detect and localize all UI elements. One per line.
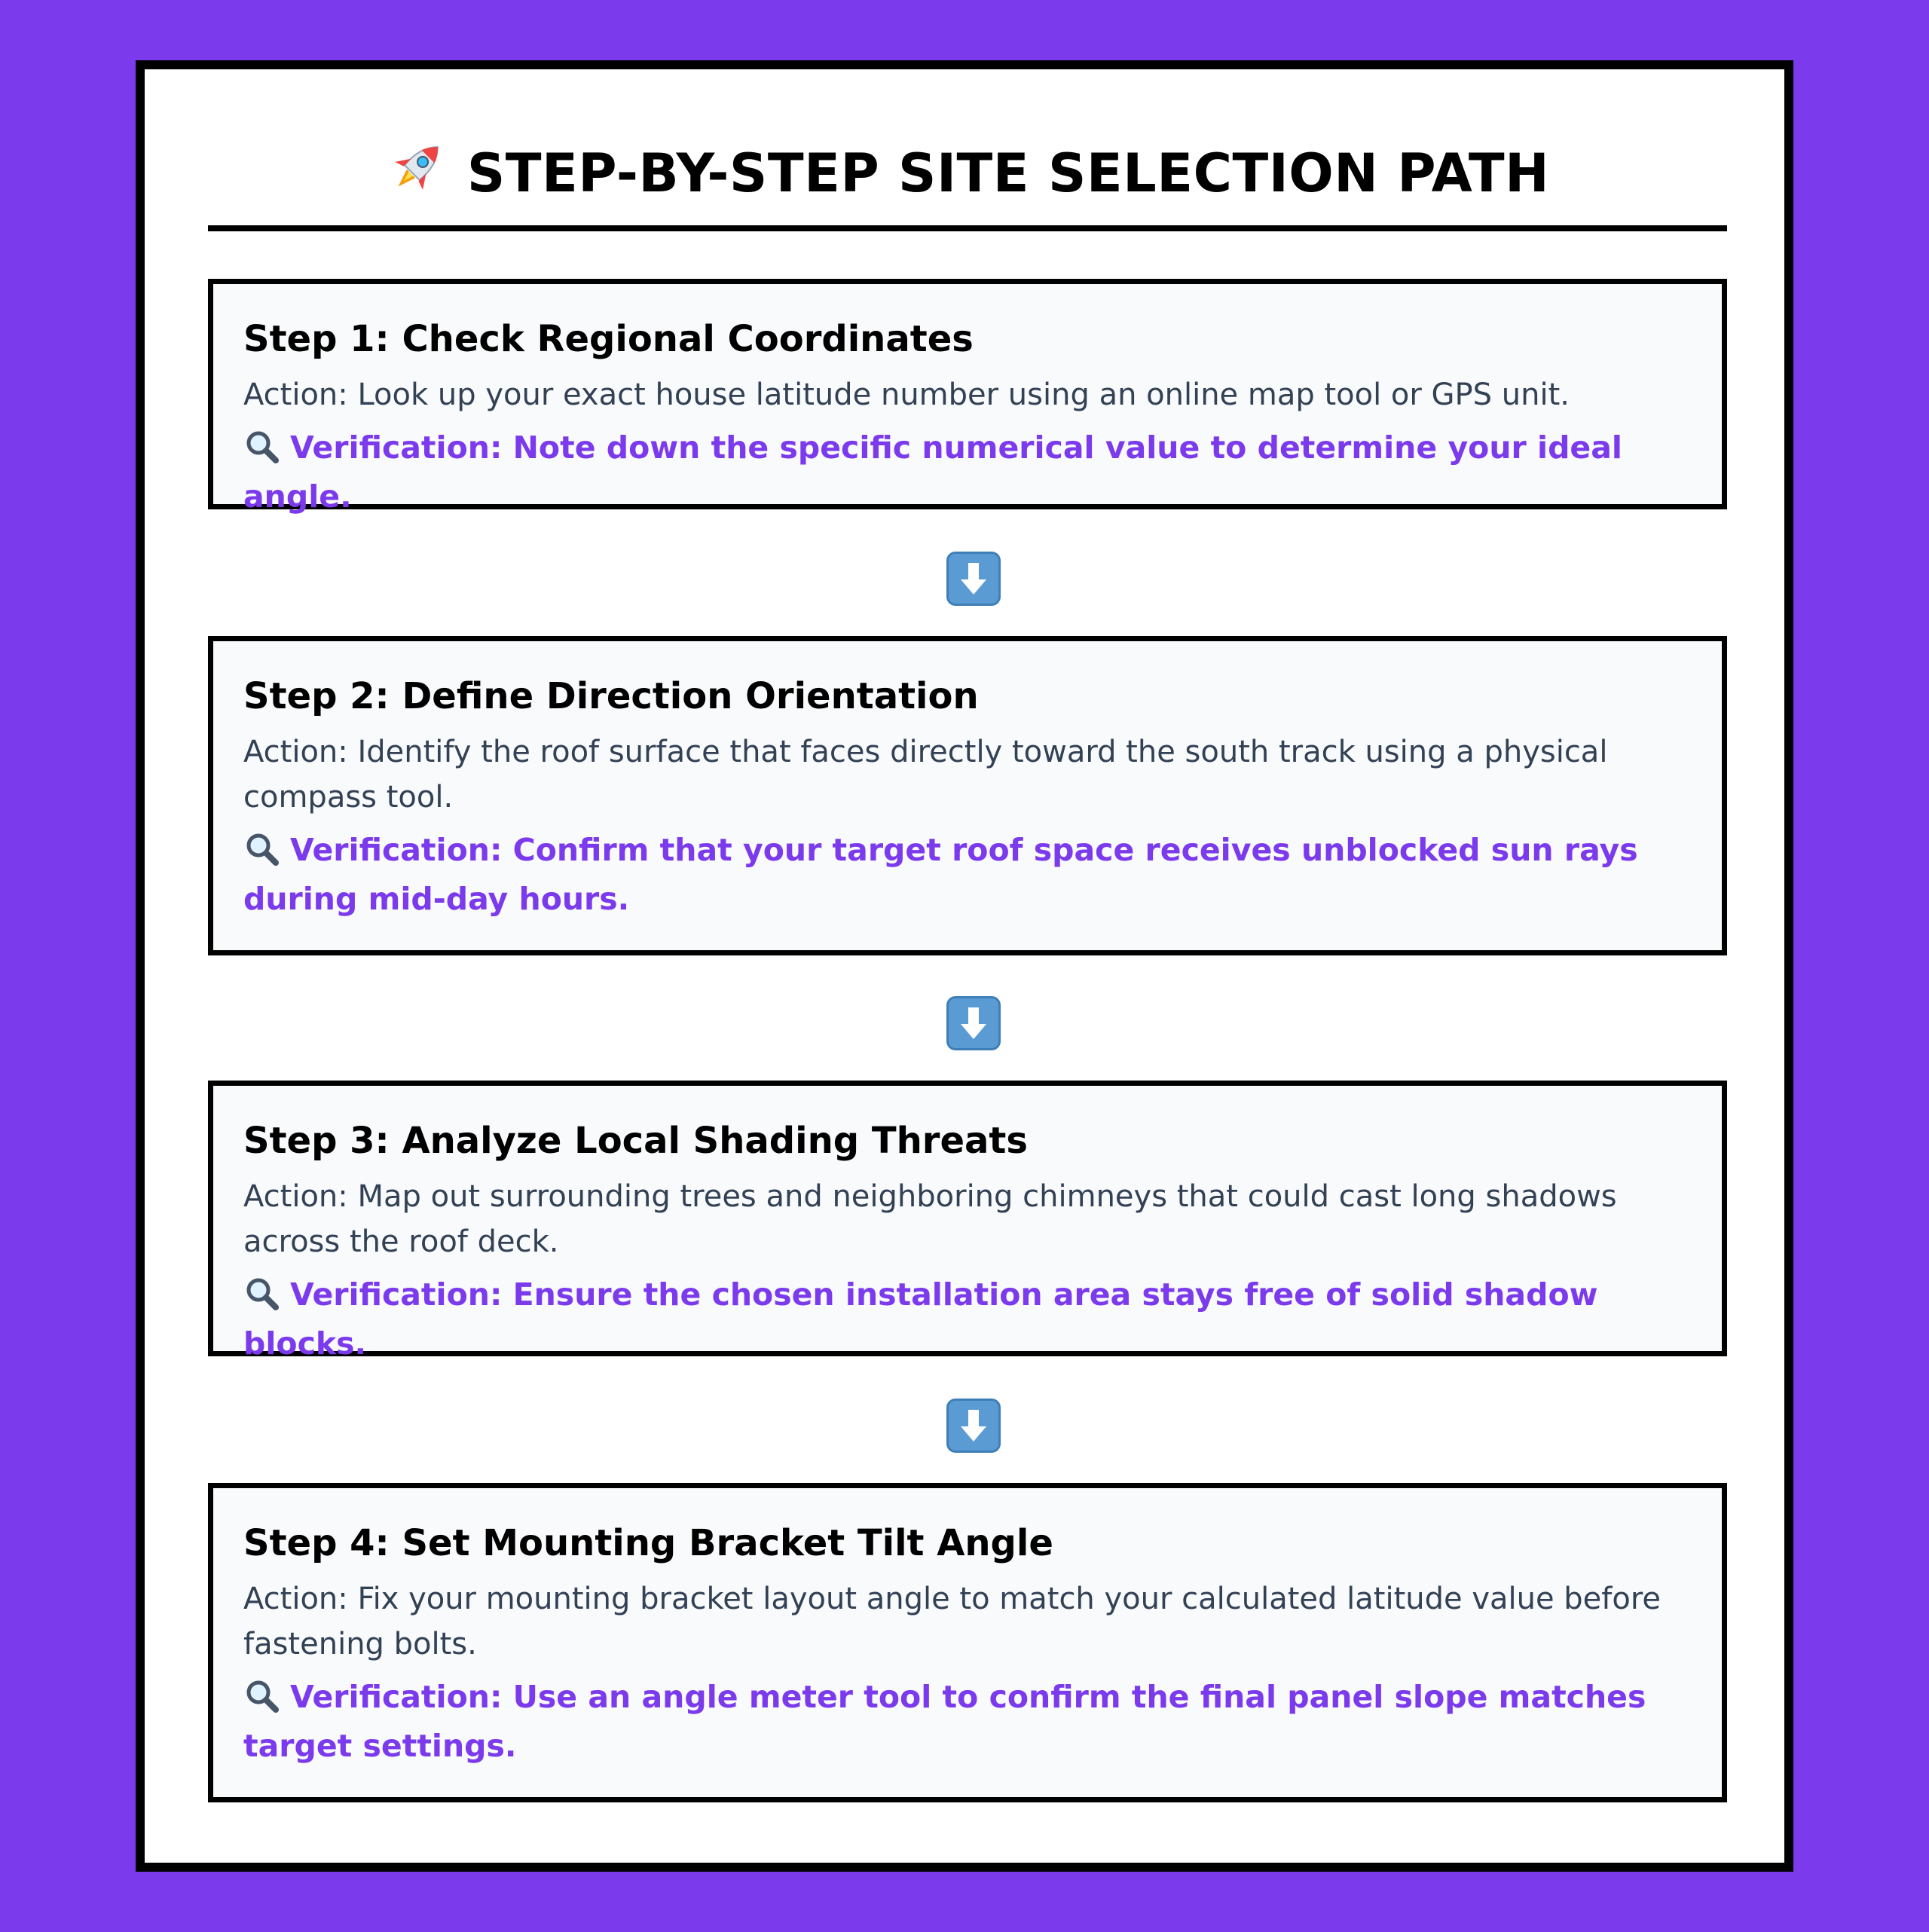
step-3-verification-text: Verification: Ensure the chosen installation area stays free of solid shadow blocks. bbox=[243, 1276, 1598, 1362]
step-4-title: Step 4: Set Mounting Bracket Tilt Angle bbox=[243, 1522, 1053, 1564]
down-arrow-icon bbox=[946, 552, 1001, 606]
step-3-title: Step 3: Analyze Local Shading Threats bbox=[243, 1120, 1028, 1162]
magnifying-glass-icon bbox=[243, 830, 280, 878]
flowchart-card bbox=[136, 60, 1793, 1872]
title-divider bbox=[208, 225, 1727, 231]
step-4-verification bbox=[243, 1676, 1692, 1768]
step-2-action: Action: Identify the roof surface that faces directly toward the south track using a physical compass tool. bbox=[243, 735, 1608, 815]
step-1-action: Action: Look up your exact house latitude number using an online map tool or GPS unit. bbox=[243, 378, 1570, 412]
page-title-text: STEP-BY-STEP SITE SELECTION PATH bbox=[466, 142, 1550, 204]
magnifying-glass-icon bbox=[243, 1677, 280, 1725]
step-3-verification bbox=[243, 1273, 1692, 1365]
magnifying-glass-icon bbox=[243, 428, 280, 475]
page-title bbox=[208, 136, 1727, 211]
step-1-verification bbox=[243, 426, 1692, 518]
step-3-box bbox=[208, 1081, 1727, 1362]
step-4-action: Action: Fix your mounting bracket layout angle to match your calculated latitude value before fastening bolts. bbox=[243, 1582, 1662, 1661]
step-2-verification-text: Verification: Confirm that your target roof space receives unblocked sun rays during mid-day hours. bbox=[243, 832, 1638, 917]
step-1-verification-text: Verification: Note down the specific numerical value to determine your ideal angle. bbox=[243, 430, 1622, 515]
step-1-title: Step 1: Check Regional Coordinates bbox=[243, 318, 974, 360]
step-3-action: Action: Map out surrounding trees and neighboring chimneys that could cast long shadows across the roof deck. bbox=[243, 1179, 1617, 1259]
step-4-box bbox=[208, 1483, 1727, 1802]
rocket-icon bbox=[386, 136, 449, 219]
down-arrow-icon bbox=[946, 1399, 1001, 1453]
step-2-verification bbox=[243, 829, 1692, 921]
step-2-box bbox=[208, 636, 1727, 955]
step-4-verification-text: Verification: Use an angle meter tool to confirm the final panel slope matches target settings. bbox=[243, 1679, 1646, 1764]
step-2-title: Step 2: Define Direction Orientation bbox=[243, 675, 979, 717]
step-1-box bbox=[208, 279, 1727, 515]
magnifying-glass-icon bbox=[243, 1275, 280, 1322]
down-arrow-icon bbox=[946, 996, 1001, 1050]
